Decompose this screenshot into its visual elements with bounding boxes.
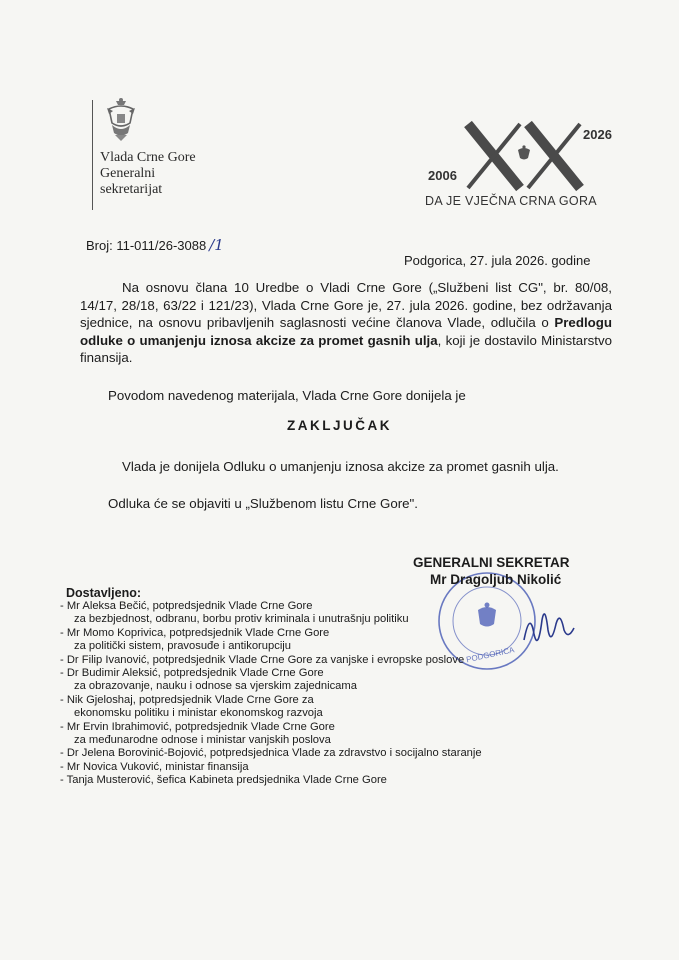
logo-slogan: DA JE VJEČNA CRNA GORA <box>425 194 597 208</box>
proposal-title-a: Predlogu odluke o umanjenju iznosa akcize za <box>80 315 613 348</box>
distribution-item: za bezbjednost, odbranu, borbu protiv kriminala i unutrašnju politiku <box>74 613 409 626</box>
intro-tail: , koji je dostavilo Ministarstvo finansija. <box>80 332 613 365</box>
distribution-item: - Dr Jelena Borovinić-Bojović, potpredsjednica Vlade za zdravstvo i socijalno staranje <box>60 747 482 760</box>
stamp-text: PODGORICA <box>465 645 516 665</box>
proposal-title-b: promet gasnih ulja <box>318 332 438 348</box>
organization-name <box>100 150 196 198</box>
distribution-item: - Nik Gjeloshaj, potpredsjednik Vlade Crne Gore za <box>60 693 314 706</box>
conclusion-line-2: gasnih ulja. <box>491 459 559 474</box>
document-date: Podgorica, 27. jula 2026. godine <box>404 253 591 268</box>
org-line-1: Vlada Crne Gore <box>100 150 196 165</box>
handwritten-mark: /1 <box>209 236 224 254</box>
distribution-item: za obrazovanje, nauku i odnose sa vjerskim zajednicama <box>74 680 357 693</box>
distribution-item: - Dr Filip Ivanović, potpredsjednik Vlade Crne Gore za vanjske i evropske poslove <box>60 653 465 666</box>
signatory-name: Mr Dragoljub Nikolić <box>430 572 562 587</box>
adoption-paragraph <box>80 387 612 405</box>
header-divider <box>92 100 93 210</box>
publication-text: Odluka će se objaviti u „Službenom listu Crne Gore". <box>108 496 418 511</box>
logo-year-right: 2026 <box>583 127 612 142</box>
distribution-heading: Dostavljeno: <box>66 586 142 600</box>
xx-logo-icon <box>460 120 590 192</box>
distribution-item: - Dr Budimir Aleksić, potpredsjednik Vlade Crne Gore <box>60 667 324 680</box>
distribution-item: - Tanja Musterović, šefica Kabineta predsjednika Vlade Crne Gore <box>60 774 387 787</box>
logo-year-left: 2006 <box>428 168 457 183</box>
signature-title: GENERALNI SEKRETAR <box>413 555 570 570</box>
org-line-3: sekretarijat <box>100 182 163 197</box>
conclusion-line-1: Vlada je donijela Odluku o umanjenju iznosa akcize za promet <box>122 459 488 474</box>
distribution-item: za politički sistem, pravosuđe i antikorupciju <box>74 640 292 653</box>
distribution-item: - Mr Momo Koprivica, potpredsjednik Vlade Crne Gore <box>60 626 330 639</box>
distribution-item: ekonomsku politiku i ministar ekonomskog razvoja <box>74 707 323 720</box>
publication-paragraph <box>80 495 612 513</box>
distribution-list <box>60 600 560 788</box>
intro-line-2: 80/08, 14/17, 28/18, 63/22 i 121/23), Vlada Crne Gore je, 27. jula 2026. <box>80 280 612 313</box>
intro-line-3: godine, bez održavanja sjednice, na osnovu pribavljenih saglasnosti većine <box>80 297 612 330</box>
reference-number <box>86 236 224 254</box>
intro-line-1: Na osnovu člana 10 Uredbe o Vladi Crne Gore („Službeni list CG", br. <box>122 280 569 295</box>
conclusion-paragraph <box>80 458 612 476</box>
adoption-text: Povodom navedenog materijala, Vlada Crne Gore donijela je <box>108 388 466 403</box>
distribution-item: - Mr Aleksa Bečić, potpredsjednik Vlade Crne Gore <box>60 600 313 612</box>
intro-paragraph <box>80 279 612 367</box>
org-line-2: Generalni <box>100 166 156 181</box>
document-title: ZAKLJUČAK <box>287 418 392 433</box>
reference-number-text: Broj: 11-011/26-3088 <box>86 238 207 253</box>
intro-line-4: članova Vlade, odlučila o <box>395 315 549 330</box>
coat-of-arms-icon <box>103 97 139 143</box>
anniversary-logo <box>420 120 625 215</box>
distribution-item: - Mr Ervin Ibrahimović, potpredsjednik Vlade Crne Gore <box>60 720 335 733</box>
distribution-item: - Mr Novica Vuković, ministar finansija <box>60 760 249 773</box>
distribution-item: za međunarodne odnose i ministar vanjskih poslova <box>74 734 331 747</box>
